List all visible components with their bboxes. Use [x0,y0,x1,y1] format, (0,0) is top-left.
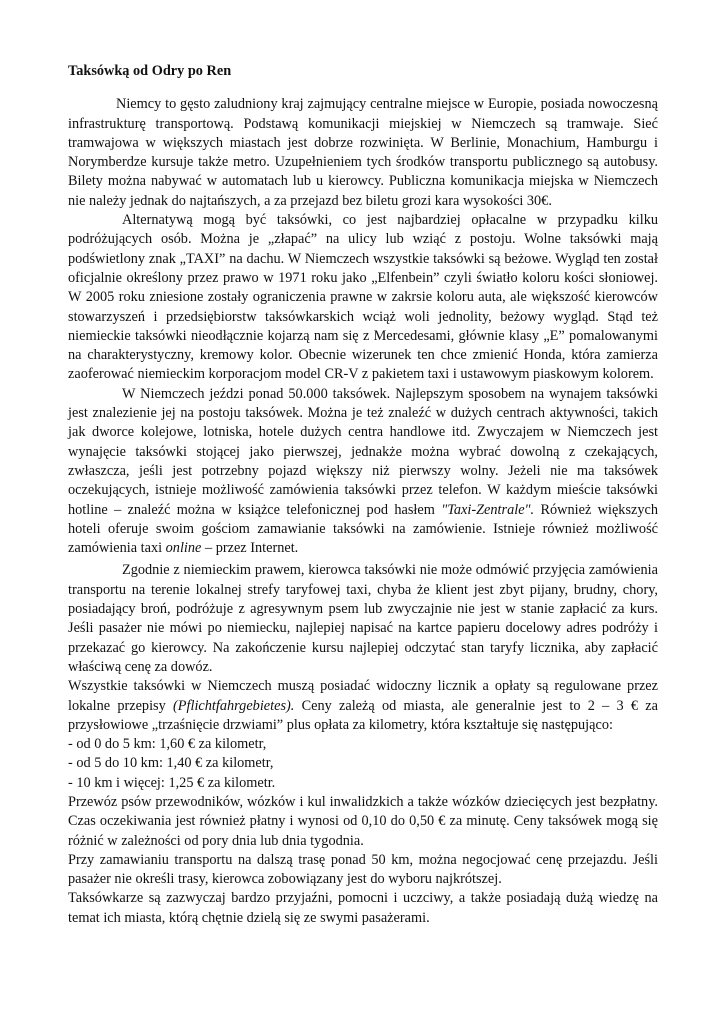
taxi-zentrale-term: "Taxi-Zentrale". [441,501,535,518]
paragraph-drivers: Taksówkarze są zazwyczaj bardzo przyjaźni, pomocni i uczciwy, a także posiadają dużą wiedzę na temat ich miasta, którą chętnie dzielą się ze swymi pasażerami. [68,890,658,926]
paragraph-taxi-alternative: Alternatywą mogą być taksówki, co jest najbardziej opłacalne w przypadku kilku podróżujących osób. Można je „złapać” na ulicy lub wziąć z postoju. Wolne taksówki mają podświetlony znak „TAXI” na dachu. W Niemczech wszystkie taksówki są beżowe. Wygląd ten został oficjalnie określony przez prawo w 1971 roku jako „Elfenbein” czyli światło koloru kości słoniowej. W 2005 roku zniesione zostały ograniczenia prawne w zakrsie koloru auta, ale większość kierowców stowarzyszeń i przedsiębiorstw taksówkarskich wciąż woli jednolity, beżowy wygląd. Stąd też niemieckie taksówki nieodłącznie kojarzą nam się z Mercedesami, głównie klasy „E” pomalowanymi na charakterystyczny, kremowy kolor. Obecnie wizerunek ten chce zmienić Honda, która zamierza zaoferować niemieckim korporacjom model CR-V z pakietem taxi i ustawowym piaskowym kolorem. [68,212,658,383]
paragraph-free-services: Przewóz psów przewodników, wózków i kul inwalidzkich a także wózków dziecięcych jest bezpłatny. Czas oczekiwania jest również płatny i wynosi od 0,10 do 0,50 € za minutę. Ceny taksówek mogą się różnić w zależności od pory dnia lub dnia tygodnia. [68,793,658,849]
paragraph-fares-part-b: Ceny zależą od miasta, ale generalnie jest to 2 – 3 € za przysłowiowe „trzaśnięcie drzwiami” plus opłata za kilometry, która kształtuje się następująco: [68,697,658,733]
paragraph-fares [68,677,658,735]
paragraph-intro: Niemcy to gęsto zaludniony kraj zajmujący centralne miejsce w Europie, posiada nowoczesną infrastrukturę transportową. Podstawą komunikacji miejskiej w Niemczech są tramwaje. Sieć tramwajowa w większych miastach jest dobrze rozwinięta. W Berlinie, Monachium, Hamburgu i Norymberdze kursuje także metro. Uzupełnieniem tych środków transportu publicznego są autobusy. Bilety można nabywać w automatach lub u kierowcy. Publiczna komunikacja miejska w Niemczech nie należy jednak do najtańszych, a za przejazd bez biletu grozi kara wysokości 30€. [68,96,658,209]
document-title: Taksówką od Odry po Ren [68,63,232,79]
online-term: online [165,540,202,557]
pflichtfahrgebietes-term: (Pflichtfahrgebietes). [173,697,295,714]
paragraph-law: Zgodnie z niemieckim prawem, kierowca taksówki nie może odmówić przyjęcia zamówienia transportu na terenie lokalnej strefy taryfowej taxi, chyba że klient jest zbyt pijany, brudny, chory, posiadający broń, podróżuje z agresywnym psem lub zwyczajnie nie jest w stanie zapłacić za kurs. Jeśli pasażer nie mówi po niemiecku, najlepiej napisać na kartce papieru docelowy adres podróży i przekazać go kierowcy. Na zakończenie kursu najlepiej odczytać stan taryfy licznika, aby zapłacić właściwą cenę za dowóz. [68,562,658,675]
paragraph-taxi-hire-part-b: Również większych hoteli oferuje swoim gościom zamawianie taksówki na zamówienie. Istnieje również możliwość zamówienia taxi [68,501,659,557]
paragraph-taxi-hire-part-c: – przez Internet. [201,540,299,557]
paragraph-fares-part-a: Wszystkie taksówki w Niemczech muszą posiadać widoczny licznik a opłaty są regulowane przez lokalne przepisy [68,678,658,714]
rate-line: - od 0 do 5 km: 1,60 € za kilometr, [68,736,267,753]
rate-line: - 10 km i więcej: 1,25 € za kilometr. [68,774,276,791]
document-page [68,62,658,928]
paragraph-taxi-hire-part-a: W Niemczech jeździ ponad 50.000 taksówek. Najlepszym sposobem na wynajem taksówki jest znalezienie jej na postoju taksówek. Można je też znaleźć w dużych centrach aktywności, takich jak dworce kolejowe, lotniska, hotele dużych centra handlowe itd. Zwyczajem w Niemczech jest wynajęcie taksówki stojącej jako pierwszej, jednakże można wybrać dowolną z czekających, zwłaszcza, jeśli jest potrzebny pojazd większy niż pierwszy wolny. Jeżeli nie ma taksówek oczekujących, istnieje możliwość zamówienia taksówki przez telefon. W każdym mieście taksówki hotline – znaleźć można w książce telefonicznej pod hasłem [68,385,658,518]
rate-line: - od 5 do 10 km: 1,40 € za kilometr, [68,755,274,772]
paragraph-taxi-hire [68,385,658,559]
paragraph-long-distance: Przy zamawianiu transportu na dalszą trasę ponad 50 km, można negocjować cenę przejazdu. Jeśli pasażer nie określi trasy, kierowca zobowiązany jest do wyboru najkrótszej. [68,851,658,888]
